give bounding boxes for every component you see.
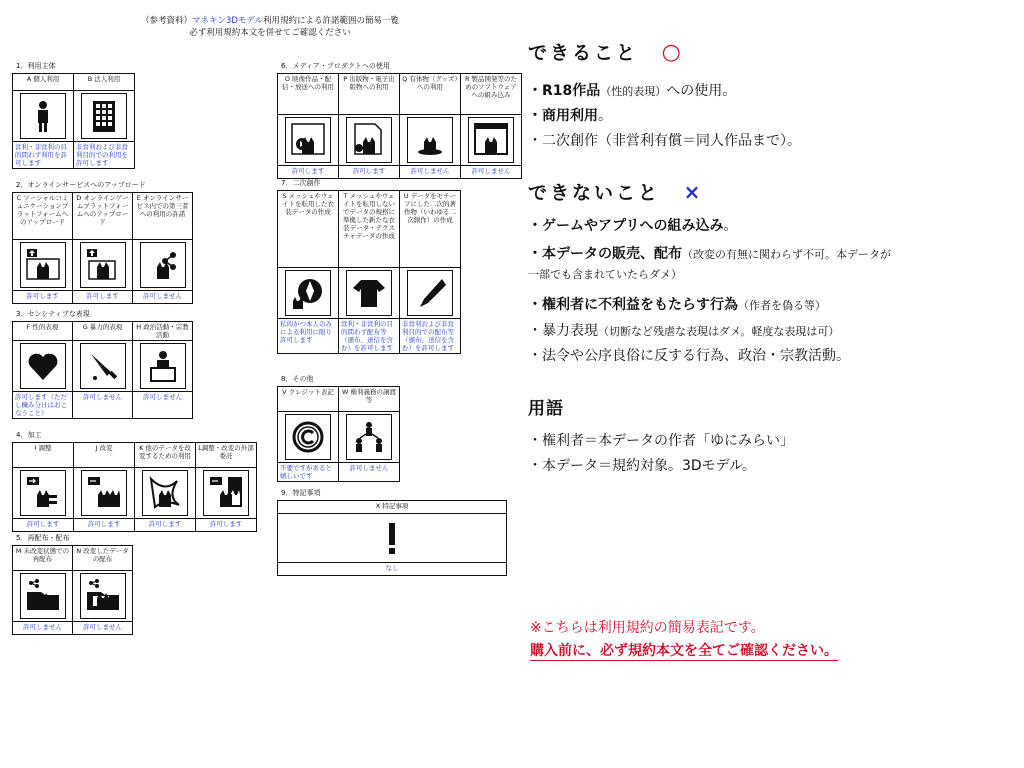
cell-result: 許可しません (461, 166, 522, 179)
cell-head: C ソーシャルコミュニケーションプラットフォームへのアップロード (13, 193, 73, 240)
list-item-main: ・暴力表現 (528, 323, 598, 339)
circle-mark-icon: ○ (661, 40, 684, 65)
header-line-2: 必ず利用規約本文を併せてご確認ください (189, 28, 351, 38)
upload-social-icon (20, 242, 66, 288)
section-table-s5 (12, 545, 133, 635)
section-title-s4: 4．加工 (16, 431, 42, 439)
section-title-s1: 1．利用主体 (16, 62, 56, 70)
cell-result: 許可します (74, 519, 135, 532)
cell-icon-wrap (133, 341, 193, 392)
knife-icon (80, 343, 126, 389)
cell-head: S メッシュやウェイトを転用した衣装データの作成 (278, 191, 339, 268)
other-data-icon (142, 470, 188, 516)
cell-head: X 特記事項 (278, 501, 507, 514)
cell-icon-wrap (73, 240, 133, 291)
cell-icon-wrap (13, 571, 73, 622)
list-item (528, 80, 736, 100)
cell-result: 許可しません (13, 622, 73, 635)
list-item (528, 215, 737, 235)
terms-title: 用語 (528, 399, 564, 419)
list-item (528, 266, 682, 282)
section-title-s3: 3．センシティブな表現 (16, 310, 90, 318)
list-item-main: ・法令や公序良俗に反する行為、政治・宗教活動。 (528, 348, 850, 364)
cell-icon-wrap (133, 240, 193, 291)
header-line-1 (60, 15, 480, 27)
section-title-s8: 8．その他 (281, 375, 314, 383)
cell-icon-wrap (278, 115, 339, 166)
upload-game-icon (80, 242, 126, 288)
distribute-modified-icon (80, 573, 126, 619)
section-title-s9: 9．特記事項 (281, 489, 321, 497)
terms-item: ・本データ＝規約対象。3Dモデル。 (528, 458, 756, 474)
transfer-icon (346, 414, 392, 460)
cell-result: 許可します (196, 519, 257, 532)
cell-head: U データをモチーフにした二次的著作物（いわゆる二次創作）の作成 (400, 191, 461, 268)
header-prefix: （参考資料） (141, 16, 193, 26)
cell-icon-wrap (339, 268, 400, 319)
cell-head: E オンラインサービス内での第三者への利用の許諾 (133, 193, 193, 240)
header-product-name: マネキン3Dモデル (192, 16, 263, 26)
cell-icon-wrap (461, 115, 522, 166)
cell-head: W 権利義務の譲渡等 (339, 387, 400, 412)
list-item-main: ・R18作品 (528, 83, 601, 99)
outsource-icon (203, 470, 249, 516)
redistribute-icon (20, 573, 66, 619)
cell-head: P 出版物・電子出版物への利用 (339, 74, 400, 115)
cross-mark-icon: × (683, 180, 704, 204)
cell-icon-wrap (74, 468, 135, 519)
exclamation-icon (370, 516, 414, 560)
cell-result: 営利・非営利の目的問わず利用を許可します (13, 142, 74, 169)
terms-item: ・権利者＝本データの作者「ゆにみらい」 (528, 433, 794, 449)
cannot-do-title-text: できないこと (528, 182, 661, 204)
cell-head: F 性的表現 (13, 322, 73, 341)
person-icon (20, 93, 66, 139)
cell-head: O 映像作品・配信・放送への利用 (278, 74, 339, 115)
cell-result: 許可しません (133, 392, 193, 419)
cell-head: R 製品開発等のためのソフトウェアへの組み込み (461, 74, 522, 115)
cell-icon-wrap (73, 571, 133, 622)
section-table-s9 (277, 500, 507, 576)
note-line-2: 購入前に、必ず規約本文を全てご確認ください。 (530, 640, 838, 661)
adjust-icon (20, 470, 66, 516)
cell-icon-wrap (278, 268, 339, 319)
cell-head: G 暴力的表現 (73, 322, 133, 341)
podium-icon (140, 343, 186, 389)
section-table-s1 (12, 73, 135, 169)
cell-result: 許可します（ただし穢み分けはおこなうこと） (13, 392, 73, 419)
list-item (528, 105, 612, 125)
cell-head: L調整・改変の外部委託 (196, 443, 257, 468)
cell-head: J 改変 (74, 443, 135, 468)
cell-result: 私的かつ本人のみによる利用に限り許可します (278, 319, 339, 354)
cell-head: K 他のデータを改変するための利用 (135, 443, 196, 468)
can-do-title-text: できること (528, 42, 639, 64)
list-item-tail: 。 (598, 108, 612, 124)
section-table-s7 (277, 190, 461, 354)
list-item-main: ・商用利用 (528, 108, 598, 124)
list-item-note: 一部でも含まれていたらダメ） (528, 268, 682, 281)
list-item-main: ・二次創作（非営利有償＝同人作品まで）。 (528, 133, 801, 149)
cell-result: なし (278, 563, 507, 576)
cell-head: H 政治活動・宗教活動 (133, 322, 193, 341)
list-item-main: ・権利者に不利益をもたらす行為 (528, 297, 738, 313)
cell-result: 許可しません (339, 463, 400, 482)
cell-icon-wrap (13, 468, 74, 519)
cell-icon-wrap (400, 115, 461, 166)
cell-icon-wrap (196, 468, 257, 519)
section-title-s2: 2．オンラインサービスへのアップロード (16, 181, 146, 189)
cell-head: A 個人利用 (13, 74, 74, 91)
cannot-do-title (528, 178, 703, 205)
cell-result: 許可しません (73, 392, 133, 419)
cell-result: 非営利および非営利目的での利用を許可します (74, 142, 135, 169)
cell-head: V クレジット表記 (278, 387, 339, 412)
section-title-s5: 5．再配布・配布 (16, 534, 70, 542)
copyright-icon (285, 414, 331, 460)
shirt-icon (346, 270, 392, 316)
cell-result: 営利・非営利の目的問わず配布等（頒布、送信を含む）を許可します (339, 319, 400, 354)
building-icon (81, 93, 127, 139)
list-item-note: （改変の有無に関わらず不可。本データが (682, 248, 891, 261)
video-icon (285, 117, 331, 163)
list-item (528, 130, 801, 150)
cell-head: I 調整 (13, 443, 74, 468)
cell-icon-wrap (13, 341, 73, 392)
cell-head: B 法人利用 (74, 74, 135, 91)
list-item-tail: への使用。 (666, 83, 737, 99)
list-item (528, 243, 891, 263)
can-do-title (528, 38, 684, 65)
cell-head: N 改変したデータの配布 (73, 546, 133, 571)
cell-head: T メッシュやウェイトを転用しないでデータの規格に準拠した新たな衣装データ・テクスチャデータの作成 (339, 191, 400, 268)
cell-result: 許可します (13, 291, 73, 304)
cell-icon-wrap (13, 91, 74, 142)
fabric-icon (285, 270, 331, 316)
header-suffix: 利用規約による許諾範囲の簡易一覧 (262, 16, 399, 26)
list-item (528, 320, 839, 340)
section-title-s6: 6．メディア・プロダクトへの使用 (281, 62, 390, 70)
cell-head: D オンラインゲームプラットフォームへのアップロード (73, 193, 133, 240)
cell-icon-wrap (74, 91, 135, 142)
cell-result: 許可します (13, 519, 74, 532)
section-table-s8 (277, 386, 400, 482)
cell-icon-wrap (339, 115, 400, 166)
note-line-1: ※こちらは利用規約の簡易表記です。 (530, 620, 765, 636)
cell-icon-wrap (278, 514, 507, 563)
cell-result: 許可しません (73, 622, 133, 635)
list-item-tail: 。 (723, 218, 738, 234)
goods-icon (407, 117, 453, 163)
section-table-s4 (12, 442, 257, 532)
cell-icon-wrap (278, 412, 339, 463)
cell-result: 非営利および非営利目的での配布等（頒布、送信を含む）を許可します (400, 319, 461, 354)
list-item-main: ・本データの販売、配布 (528, 246, 682, 262)
list-item-note: （作者を偽る等） (738, 299, 826, 312)
section-table-s6 (277, 73, 522, 179)
heart-icon (20, 343, 66, 389)
list-item (528, 345, 850, 365)
cell-icon-wrap (135, 468, 196, 519)
cell-icon-wrap (73, 341, 133, 392)
publication-icon (346, 117, 392, 163)
pen-icon (407, 270, 453, 316)
section-title-s7: 7．二次創作 (281, 179, 321, 187)
cell-result: 許可します (278, 166, 339, 179)
cell-icon-wrap (339, 412, 400, 463)
share-third-party-icon (140, 242, 186, 288)
cell-result: 許可します (135, 519, 196, 532)
cell-result: 不要ですがあると嬉しいです (278, 463, 339, 482)
list-item-note: （性的表現） (600, 85, 667, 98)
document-header (60, 15, 480, 39)
section-table-s3 (12, 321, 193, 419)
section-table-s2 (12, 192, 193, 304)
modify-icon (81, 470, 127, 516)
list-item-note: （切断など残虐な表現はダメ。軽度な表現は可） (598, 325, 840, 338)
cell-icon-wrap (400, 268, 461, 319)
cell-result: 許可しません (133, 291, 193, 304)
cell-head: M 未改変状態での再配布 (13, 546, 73, 571)
cell-result: 許可します (339, 166, 400, 179)
list-item-main: ・ゲームやアプリへの組み込み (528, 218, 724, 234)
list-item (528, 294, 826, 314)
cell-icon-wrap (13, 240, 73, 291)
cell-result: 許可しません (400, 166, 461, 179)
cell-result: 許可します (73, 291, 133, 304)
software-icon (468, 117, 514, 163)
cell-head: Q 有体物（グッズ）への利用 (400, 74, 461, 115)
